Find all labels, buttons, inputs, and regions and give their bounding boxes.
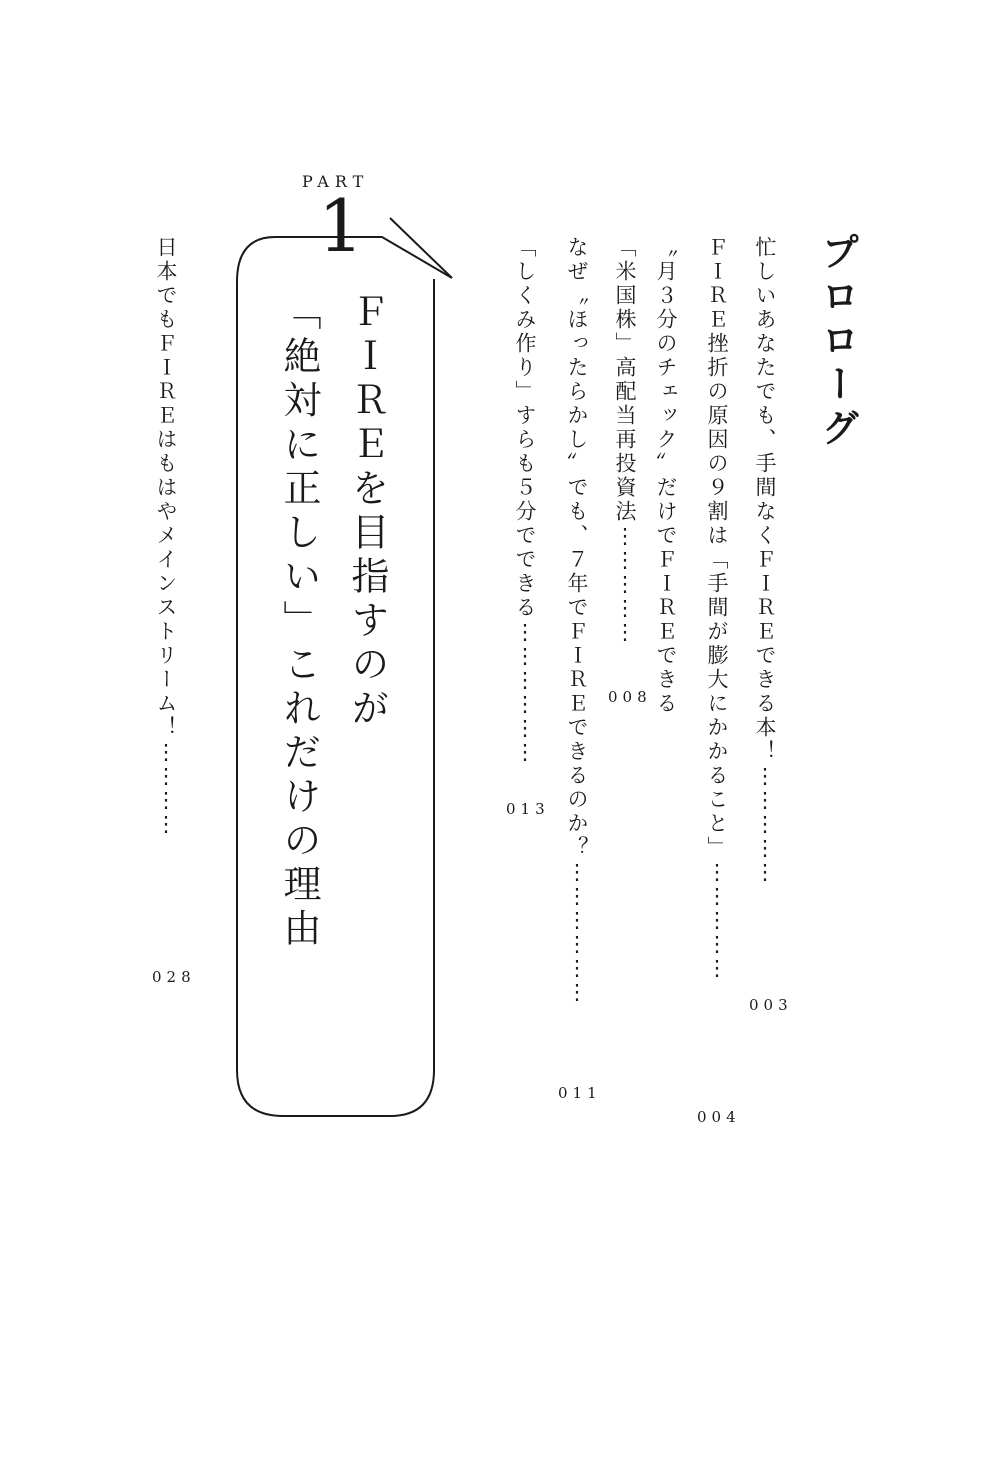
part-number: 1: [318, 184, 364, 268]
part-title-line2: 「絶対に正しい」これだけの理由: [277, 292, 321, 952]
toc-entry-text: 〝月３分のチェック〟だけでＦＩＲＥできる: [654, 236, 678, 716]
page-number: 003: [749, 996, 793, 1014]
leader-dots: ⋮⋮⋮⋮⋮: [753, 764, 777, 884]
prologue-title: プロローグ: [815, 232, 859, 452]
part-title-line1: ＦＩＲＥを目指すのが: [345, 292, 389, 732]
page-number: 013: [506, 800, 550, 818]
toc-entry-text: 「しくみ作り」すらも５分でできる: [513, 236, 537, 620]
toc-entry-text: 「米国株」高配当再投資法: [613, 236, 637, 524]
page-number: 008: [608, 688, 652, 706]
toc-entry[interactable]: [155, 236, 176, 836]
toc-entry-text: 忙しいあなたでも、手間なくＦＩＲＥできる本！: [753, 236, 777, 764]
page-number: 028: [152, 968, 196, 986]
toc-entry-text: なぜ〝ほったらかし〟でも、７年でＦＩＲＥできるのか？: [565, 236, 589, 860]
toc-entry-text: 日本でもＦＩＲＥはもはやメインストリーム！: [154, 236, 178, 740]
leader-dots: ⋮⋮⋮⋮⋮⋮: [565, 860, 589, 1004]
part-label: PART: [302, 172, 370, 191]
leader-dots: ⋮⋮⋮⋮⋮: [705, 860, 729, 980]
toc-entry-text: ＦＩＲＥ挫折の原因の９割は「手間が膨大にかかること」: [705, 236, 729, 860]
leader-dots: ⋮⋮⋮⋮: [154, 740, 178, 836]
leader-dots: ⋮⋮⋮⋮⋮⋮: [513, 620, 537, 764]
leader-dots: ⋮⋮⋮⋮⋮: [613, 524, 637, 644]
page-number: 011: [558, 1084, 602, 1102]
page-number: 004: [697, 1108, 741, 1126]
